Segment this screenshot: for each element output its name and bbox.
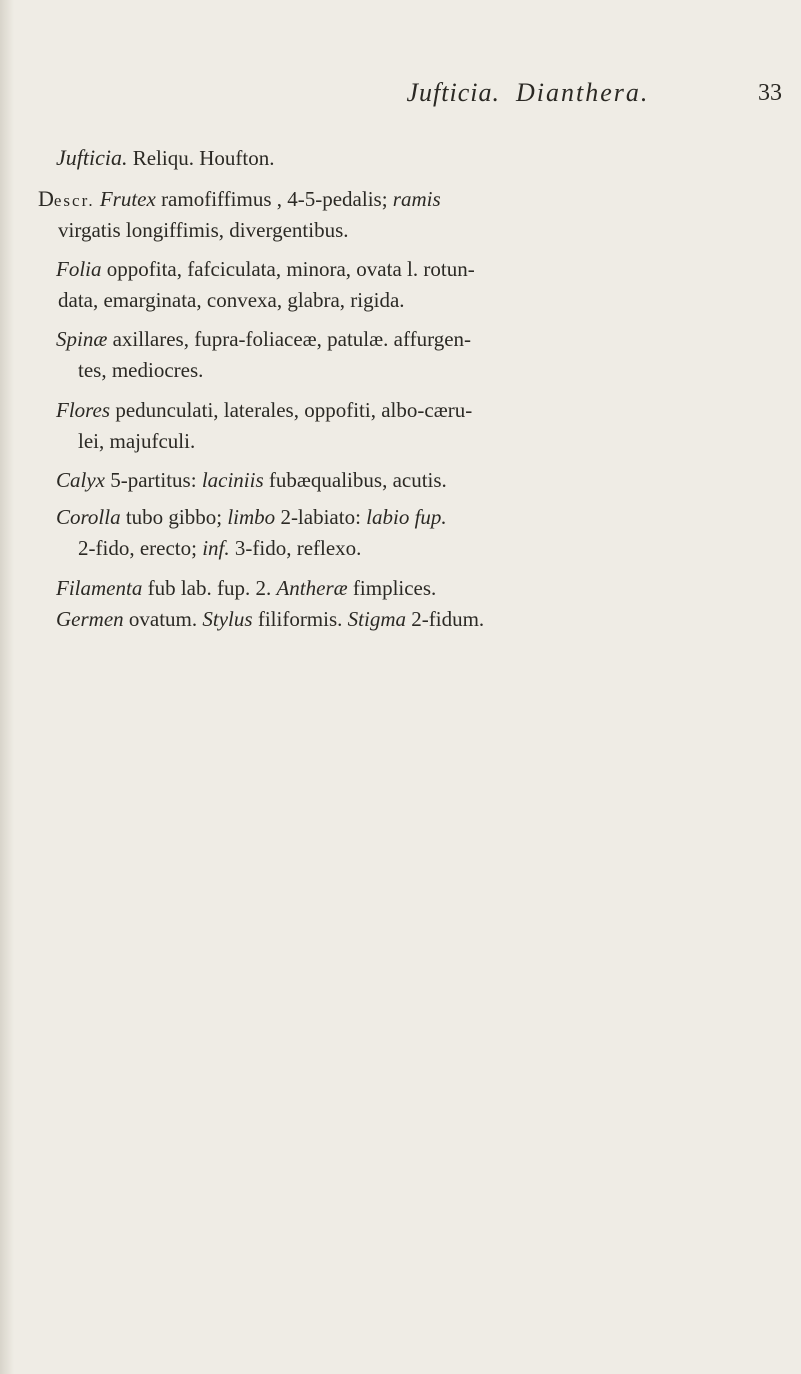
- entry-line: [56, 396, 472, 424]
- entry-line: [58, 216, 349, 244]
- entry-line: [56, 503, 447, 531]
- entry-line: [78, 427, 195, 455]
- descr-initial: D: [38, 186, 54, 211]
- line-text: Reliqu. Houfton.: [127, 146, 275, 170]
- term-label: Filamenta: [56, 576, 143, 600]
- entry-line: [58, 286, 405, 314]
- term-label: Germen: [56, 607, 124, 631]
- line-text: oppofita, fafciculata, minora, ovata l. rotun-: [101, 257, 475, 281]
- line-text: fubæqualibus, acutis.: [263, 468, 447, 492]
- line-text: tubo gibbo;: [120, 505, 228, 529]
- line-text: pedunculati, laterales, oppofiti, albo-cæru-: [110, 398, 473, 422]
- term-label: Corolla: [56, 505, 121, 529]
- entry-line: [56, 605, 484, 633]
- line-text: axillares, fupra-foliaceæ, patulæ. affurgen-: [107, 327, 472, 351]
- line-text: labio: [366, 505, 410, 529]
- line-text: virgatis longiffimis, divergentibus.: [58, 218, 349, 242]
- entry-line: [56, 255, 475, 283]
- line-text: Frutex: [94, 187, 156, 211]
- entry-line: [78, 356, 203, 384]
- line-text: Stylus: [202, 607, 253, 631]
- page-gutter-shadow: [0, 0, 14, 1374]
- running-head-right: Dianthera.: [516, 78, 650, 107]
- line-text: limbo: [227, 505, 276, 529]
- line-text: fimplices.: [347, 576, 437, 600]
- term-label: Calyx: [56, 468, 105, 492]
- entry-line: [56, 325, 471, 353]
- running-header: [0, 78, 801, 118]
- entry-line: [38, 185, 441, 215]
- line-text: inf.: [202, 536, 230, 560]
- line-text: Stigma: [347, 607, 406, 631]
- line-text: Antheræ: [276, 576, 348, 600]
- line-text: tes, mediocres.: [78, 358, 204, 382]
- line-text: 2-fido, erecto;: [78, 536, 203, 560]
- entry-line: [56, 574, 436, 602]
- line-text: fup.: [414, 505, 447, 529]
- line-text: 5-partitus:: [104, 468, 202, 492]
- line-text: ovatum.: [123, 607, 203, 631]
- entry-line: [56, 144, 274, 172]
- term-label: Spinæ: [56, 327, 108, 351]
- entry-line: [56, 466, 447, 494]
- running-head-left: Jufticia.: [406, 78, 500, 107]
- genus-name: Jufticia.: [56, 145, 128, 170]
- term-label: Flores: [56, 398, 111, 422]
- descr-label: escr.: [53, 191, 95, 210]
- line-text: ramis: [392, 187, 441, 211]
- entry-line: [78, 534, 361, 562]
- line-text: 2-labiato:: [275, 505, 367, 529]
- line-text: filiformis.: [252, 607, 348, 631]
- line-text: laciniis: [201, 468, 264, 492]
- term-label: Folia: [56, 257, 102, 281]
- line-text: 2-fidum.: [406, 607, 485, 631]
- line-text: ramofiffimus , 4-5-pedalis;: [155, 187, 393, 211]
- line-text: fub lab. fup. 2.: [142, 576, 277, 600]
- line-text: 3-fido, reflexo.: [229, 536, 362, 560]
- line-text: lei, majufculi.: [78, 429, 196, 453]
- page-number: 33: [758, 80, 782, 106]
- line-text: data, emarginata, convexa, glabra, rigida.: [58, 288, 405, 312]
